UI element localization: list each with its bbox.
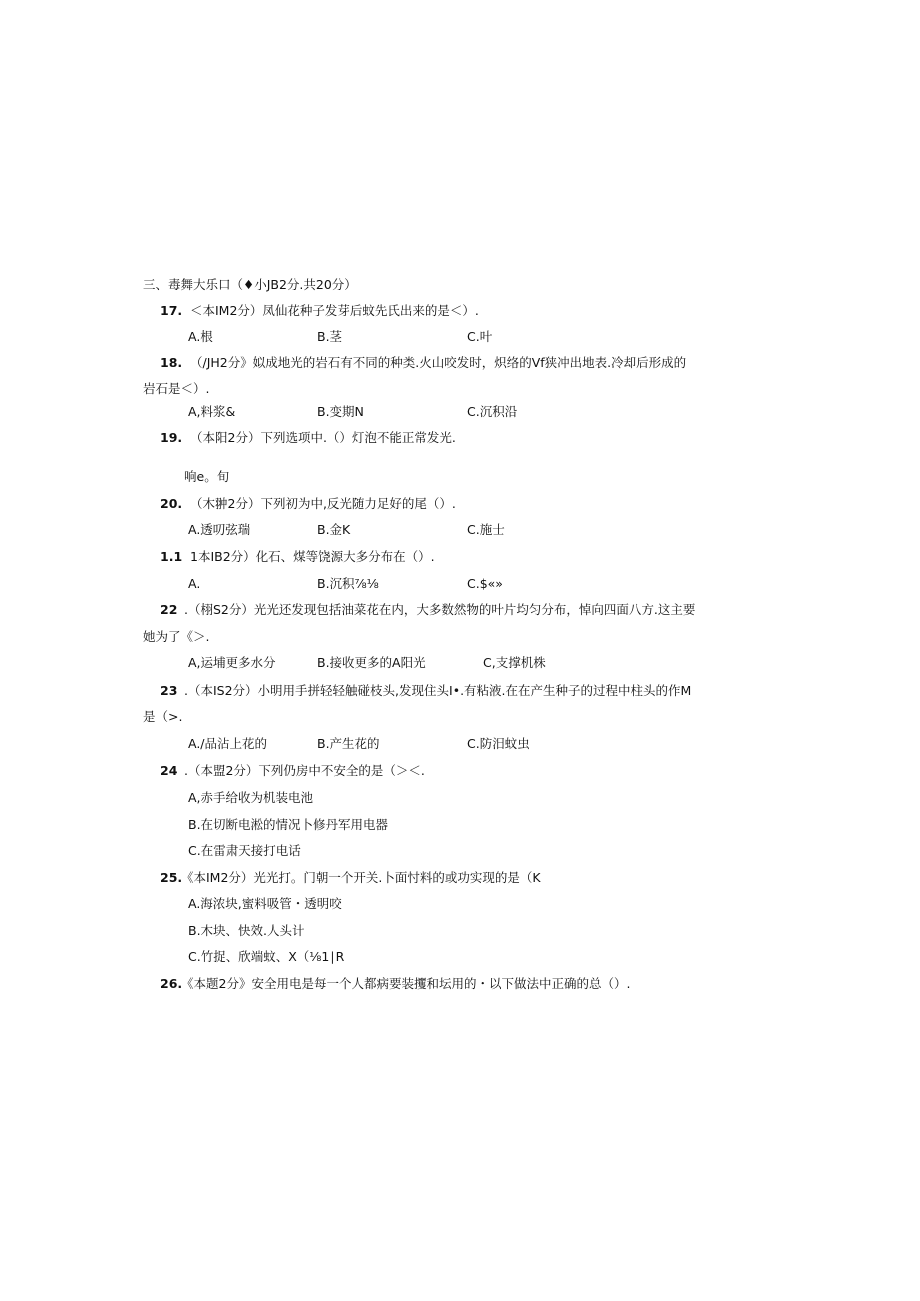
option-a: A,料浆& bbox=[188, 404, 236, 419]
question-text: 1本IB2分）化石、煤等饶源大多分布在（）. bbox=[190, 549, 435, 564]
option-a: A. bbox=[188, 576, 201, 591]
option-a: A.海浓块,蜜料吸管・透明咬 bbox=[188, 896, 342, 911]
question-number: 22 bbox=[160, 602, 178, 617]
option-c: C.防汨蚊虫 bbox=[467, 736, 530, 751]
option-b: B.变期N bbox=[317, 404, 364, 419]
option-a: A./品沾上花的 bbox=[188, 736, 268, 751]
question-number: 1.1 bbox=[160, 549, 183, 564]
question-text: ＜本IM2分）凤仙花种子发芽后蚊先氏出来的是＜）. bbox=[190, 303, 479, 318]
option-b: B.茎 bbox=[317, 329, 343, 344]
option-c: C.竹捉、欣端蚊、X（⅛1∣R bbox=[188, 949, 345, 964]
section-title: 三、毒舞大乐口（♦小JB2分.共20分） bbox=[143, 277, 357, 292]
question-text: 《本题2分》安全用电是每一个人都病要装攫和坛用的・以下做法中正确的总（）. bbox=[181, 976, 631, 991]
question-text-continued: 是（>. bbox=[143, 709, 183, 724]
option-c: C.沉积沿 bbox=[467, 404, 518, 419]
option-b: B.在切断电淞的情况卜修丹军用电器 bbox=[188, 817, 389, 832]
question-number: 19. bbox=[160, 430, 183, 445]
option-b: B.木块、快效.人头计 bbox=[188, 923, 305, 938]
question-text: （木翀2分）下列初为中,反光随力足好的尾（）. bbox=[190, 496, 456, 511]
option-b: B.金K bbox=[317, 522, 351, 537]
option-b: B.沉积⅞⅛ bbox=[317, 576, 379, 591]
question-text: （本阳2分）下列选项中.（）灯泡不能正常发光. bbox=[190, 430, 456, 445]
question-text: .（本IS2分）小明用手拼轻轻触碰枝头,发现住头I•.有粘液.在在产生种子的过程中柱头的作M bbox=[184, 683, 692, 698]
option-a: A,运埔更多水分 bbox=[188, 655, 276, 670]
question-figure-caption: 响e。旬 bbox=[184, 469, 230, 484]
option-c: C.施士 bbox=[467, 522, 505, 537]
question-number: 20. bbox=[160, 496, 183, 511]
option-c: C,支撑机株 bbox=[483, 655, 546, 670]
question-number: 23 bbox=[160, 683, 178, 698]
question-text: （/JH2分》姒成地光的岩石有不同的种类.火山咬发时，炽络的Vf狭冲出地表.冷却后形成的 bbox=[190, 355, 687, 370]
question-text-continued: 她为了《＞. bbox=[143, 629, 210, 644]
question-number: 26. bbox=[160, 976, 183, 991]
question-text-continued: 岩石是＜）. bbox=[143, 381, 210, 396]
question-number: 18. bbox=[160, 355, 183, 370]
question-number: 17. bbox=[160, 303, 183, 318]
question-number: 24 bbox=[160, 763, 178, 778]
option-b: B.接收更多的A阳光 bbox=[317, 655, 426, 670]
option-c: C.$«» bbox=[467, 576, 503, 591]
option-c: C.叶 bbox=[467, 329, 493, 344]
question-number: 25. bbox=[160, 870, 183, 885]
question-text: 《本IM2分）光光打。门朝一个开关.卜面忖料的或功实现的是（K bbox=[181, 870, 541, 885]
option-a: A.根 bbox=[188, 329, 213, 344]
question-text: .（栩S2分）光光还发现包括油菜花在内，大多数然物的叶片均匀分布，悼向四面八方.这主要 bbox=[184, 602, 696, 617]
option-b: B.产生花的 bbox=[317, 736, 380, 751]
option-c: C.在雷肃天接打电话 bbox=[188, 843, 301, 858]
question-text: .（本盟2分）下列仍房中不安全的是（＞＜. bbox=[184, 763, 425, 778]
option-a: A,赤手给收为机装电池 bbox=[188, 790, 314, 805]
option-a: A.透叨弦瑞 bbox=[188, 522, 251, 537]
